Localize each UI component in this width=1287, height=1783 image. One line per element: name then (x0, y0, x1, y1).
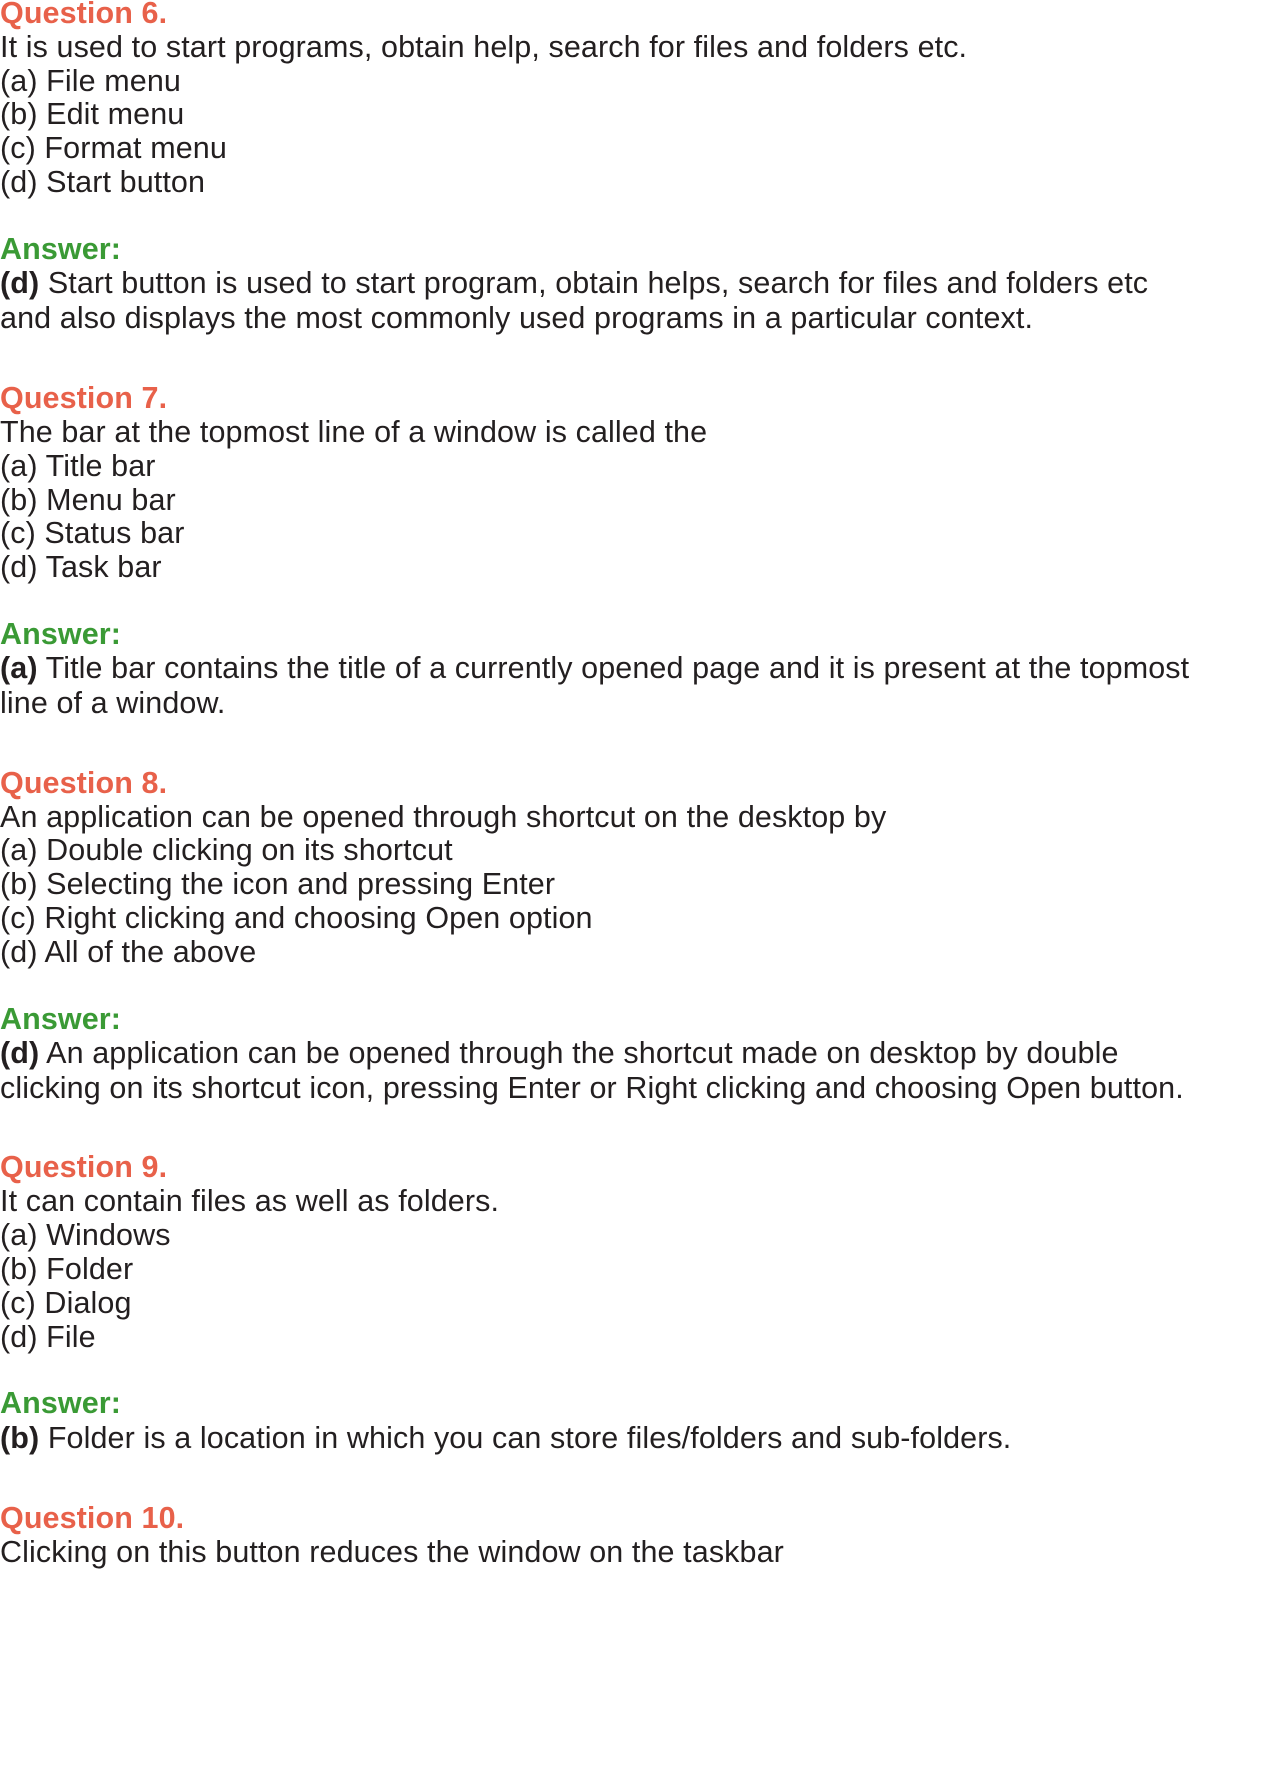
answer-9-heading: Answer: (0, 1386, 122, 1420)
answer-7-line-2: line of a window. (0, 686, 226, 720)
answer-6-text-1: Start button is used to start program, obtain helps, search for files and folders etc (39, 266, 1149, 300)
question-10-heading: Question 10. (0, 1501, 185, 1535)
answer-7-heading: Answer: (0, 617, 122, 651)
answer-7-line-1 (0, 649, 1189, 687)
question-8-text: An application can be opened through shortcut on the desktop by (0, 800, 887, 834)
question-9-heading: Question 9. (0, 1150, 168, 1184)
question-9-option-c: (c) Dialog (0, 1286, 132, 1320)
question-9-option-a: (a) Windows (0, 1218, 171, 1252)
answer-6-line-1 (0, 264, 1148, 302)
question-6-option-d: (d) Start button (0, 165, 206, 199)
question-7-heading: Question 7. (0, 381, 168, 415)
answer-8-text-1: An application can be opened through the shortcut made on desktop by double (39, 1036, 1119, 1070)
question-7-option-a: (a) Title bar (0, 449, 156, 483)
question-8-option-b: (b) Selecting the icon and pressing Enter (0, 867, 556, 901)
question-6-option-b: (b) Edit menu (0, 97, 185, 131)
question-6-option-c: (c) Format menu (0, 131, 227, 165)
question-9-text: It can contain files as well as folders. (0, 1184, 500, 1218)
question-9-option-d: (d) File (0, 1320, 96, 1354)
answer-8-letter: (d) (0, 1036, 40, 1070)
answer-6-letter: (d) (0, 266, 40, 300)
question-9-option-b: (b) Folder (0, 1252, 134, 1286)
answer-8-line-2: clicking on its shortcut icon, pressing Enter or Right clicking and choosing Open button. (0, 1071, 1184, 1105)
answer-9-letter: (b) (0, 1421, 40, 1455)
question-7-text: The bar at the topmost line of a window is called the (0, 415, 708, 449)
answer-7-text-1: Title bar contains the title of a currently opened page and it is present at the topmost (37, 651, 1190, 685)
answer-9-text-1: Folder is a location in which you can store files/folders and sub-folders. (39, 1421, 1012, 1455)
question-8-option-c: (c) Right clicking and choosing Open option (0, 901, 593, 935)
question-8-option-a: (a) Double clicking on its shortcut (0, 833, 453, 867)
answer-9-line-1 (0, 1419, 1011, 1457)
answer-7-letter: (a) (0, 651, 38, 685)
question-7-option-b: (b) Menu bar (0, 483, 176, 517)
answer-6-line-2: and also displays the most commonly used programs in a particular context. (0, 301, 1034, 335)
question-8-option-d: (d) All of the above (0, 935, 257, 969)
answer-8-heading: Answer: (0, 1002, 122, 1036)
question-6-heading: Question 6. (0, 0, 168, 30)
question-7-option-c: (c) Status bar (0, 516, 185, 550)
answer-8-line-1 (0, 1034, 1119, 1072)
question-7-option-d: (d) Task bar (0, 550, 162, 584)
question-8-heading: Question 8. (0, 766, 168, 800)
answer-6-heading: Answer: (0, 232, 122, 266)
question-6-option-a: (a) File menu (0, 64, 181, 98)
question-10-text: Clicking on this button reduces the window on the taskbar (0, 1535, 784, 1569)
question-6-text: It is used to start programs, obtain help, search for files and folders etc. (0, 30, 968, 64)
